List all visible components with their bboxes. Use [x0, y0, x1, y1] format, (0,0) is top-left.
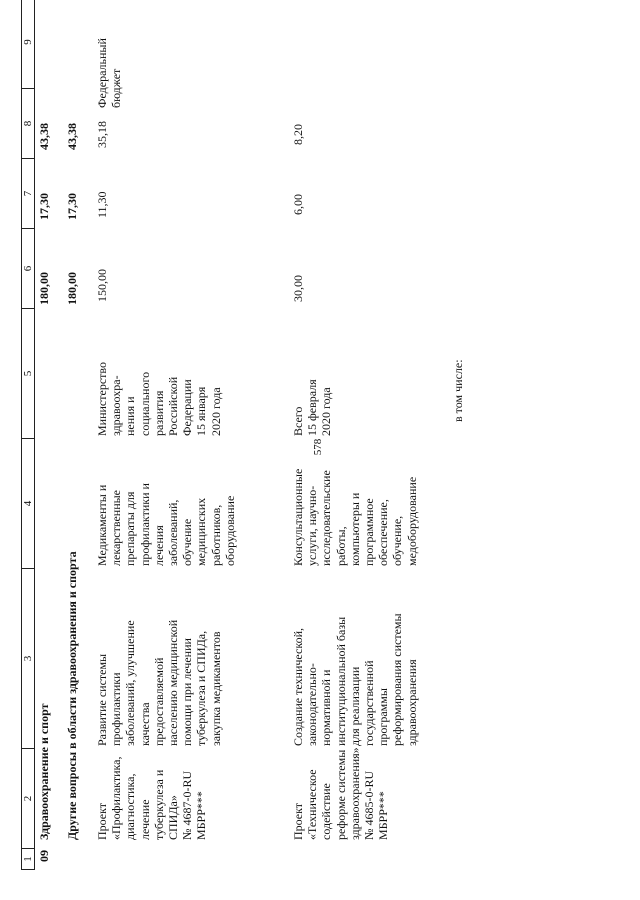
- project-items: Консультационные услуги, научно- исследовательские работы, компьютеры и программное обеспечение, обучение, медоборудование: [291, 468, 419, 566]
- project-name: Проект «Техническое содействие реформе системы здравоохранения» № 4685-0-RU МБРР***: [291, 747, 391, 840]
- footer-note: в том числе:: [451, 359, 465, 422]
- subsection-value-col7: 17,30: [65, 193, 79, 220]
- project-goal: Создание технической, законодательно- нормативной и институциональной базы для реализации государственной программы реформирования системы здравоохранения: [291, 613, 419, 746]
- project-value-col8: 35,18: [95, 121, 109, 148]
- section-value-col6: 180,00: [37, 272, 51, 305]
- project-value-col7: 6,00: [291, 194, 305, 215]
- column-header-3: 3: [21, 568, 35, 749]
- column-header-5: 5: [21, 308, 35, 439]
- column-header-1: 1: [21, 848, 35, 870]
- project-name: Проект «Профилактика, диагностика, лечение туберкулеза и СПИДа» № 4687-0-RU МБРР***: [95, 756, 209, 840]
- column-header-7: 7: [21, 158, 35, 229]
- project-value-col6: 150,00: [95, 269, 109, 302]
- column-header-8: 8: [21, 88, 35, 159]
- project-executor: Всего 15 февраля 2020 года: [291, 379, 334, 436]
- project-value-col6: 30,00: [291, 275, 305, 302]
- project-value-col7: 11,30: [95, 191, 109, 218]
- rotated-table-page: [21, 0, 621, 870]
- column-header-9: 9: [21, 0, 35, 89]
- project-executor: Министерство здравоохра- нения и социального развития Российской Федерации 15 января 2020 года: [95, 362, 223, 436]
- page-number: 578: [312, 438, 324, 456]
- column-header-2: 2: [21, 748, 35, 849]
- column-header-4: 4: [21, 438, 35, 569]
- section-title: Здравоохранение и спорт: [37, 703, 51, 840]
- section-value-col7: 17,30: [37, 193, 51, 220]
- subsection-value-col6: 180,00: [65, 272, 79, 305]
- project-value-col8: 8,20: [291, 124, 305, 145]
- column-header-6: 6: [21, 228, 35, 309]
- subsection-title: Другие вопросы в области здравоохранения и спорта: [65, 551, 79, 840]
- project-goal: Развитие системы профилактики заболеваний, улучшение качества предоставляемой населению медицинской помощи при лечении туберкулеза и СПИДа, закупка медикаментов: [95, 619, 223, 746]
- section-code: 09: [37, 850, 51, 862]
- section-value-col8: 43,38: [37, 123, 51, 150]
- project-items: Медикаменты и лекарственные препараты для профилактики и лечения заболеваний, обучение медицинских работников, оборудование: [95, 483, 237, 566]
- project-funding-source: Федеральный бюджет: [95, 38, 124, 108]
- subsection-value-col8: 43,38: [65, 123, 79, 150]
